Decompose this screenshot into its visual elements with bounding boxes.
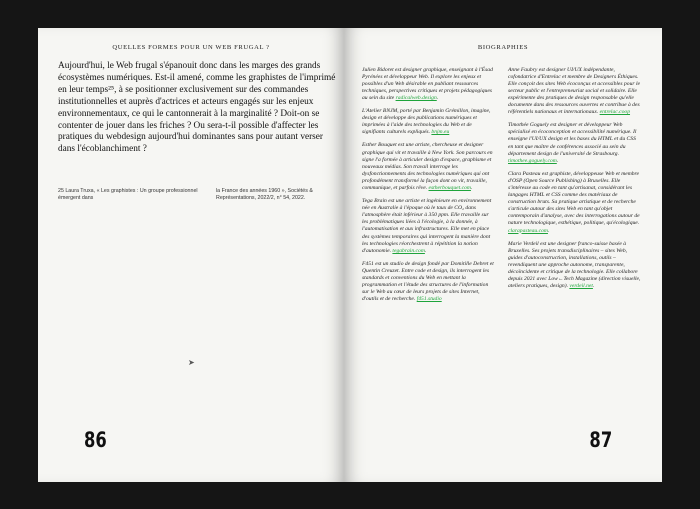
- bio-trailing: .: [436, 94, 439, 101]
- bio-entry: [362, 198, 496, 255]
- bio-text: Esther Bouquet est une artiste, chercheuse et designer graphique qui vit et travaille à New York. Son parcours en signe l'a formée à articuler design d'espace, graphisme et nouveaux médias. Son travail interroge les dysfonctionnements des technologies numériques qui ont profondément transformé la façon dont on vit, travaille, communique, et parfois rêve.: [362, 142, 493, 191]
- bio-trailing: .: [424, 247, 427, 254]
- bio-text: Timothée Goguely est designer et développeur Web spécialisé en écoconception et accessibilité numérique. Il enseigne l'UI/UX design et les bases du HTML et du CSS en tant que maître de conférences associé au sein du département design de l'université de Strasbourg.: [508, 122, 637, 157]
- bio-entry: [508, 67, 642, 117]
- running-head-left: QUELLES FORMES POUR UN WEB FRUGAL ?: [112, 44, 270, 51]
- bio-text: Julien Bidoret est designer graphique, enseignant à l'Ésad Pyrénées et développeur Web. Il explore les enjeux et possibles d'un Web désirable en publiant ressources techniques, perspectives critiques et projets pédagogiques au sein du site: [362, 66, 493, 101]
- bio-entry: [362, 108, 496, 136]
- bio-link[interactable]: estherbouquet.com: [428, 185, 471, 191]
- body-paragraph: [58, 61, 336, 156]
- bio-text: F451 est un studio de design fondé par Domitille Debret et Quentin Creuzet. Entre code et design, ils interrogent les standards et conventions du Web en mettant la programmation et l'étude des structures de l'information sur le Web au cœur de leurs projets de sites Internet, d'outils et de recherche.: [362, 260, 494, 303]
- bio-entry: [508, 171, 642, 235]
- bio-link[interactable]: entrelac.coop: [599, 109, 631, 116]
- bio-link[interactable]: f451.studio: [416, 296, 442, 303]
- bio-entry: [362, 67, 496, 102]
- page-number-left: 86: [84, 428, 107, 452]
- bio-text: L'Atelier BNJM, porté par Benjamin Grémillon, imagine, design et développe des publications numériques et imprimées à l'aide des technologies du Web et de signifiants culturels expliqués.: [362, 108, 491, 136]
- bio-text: Anne Faubry est designer UI/UX indépendante, cofondatrice d'Entrelac et membre de Designers Éthiques. Elle conçoit des sites Web écoconçus et accessibles pour le secteur public et l'entrepreneuriat social et solidaire. Elle expérimente des pratiques de design responsable qu'elle documente dans des ressources ouvertes et contribue à des référentiels nationaux et internationaux.: [508, 66, 640, 116]
- right-page: [344, 28, 662, 482]
- bio-link[interactable]: bnjm.eu: [431, 129, 450, 136]
- left-page: [38, 28, 344, 482]
- running-head-right: BIOGRAPHIES: [477, 44, 529, 51]
- bio-trailing: .: [592, 283, 595, 290]
- footnote: [58, 188, 336, 202]
- bio-link[interactable]: verdeil.net: [569, 283, 593, 290]
- bio-column-1: [362, 61, 496, 309]
- biography-columns: [362, 61, 648, 309]
- bio-trailing: .: [470, 185, 473, 191]
- bio-link[interactable]: tegabrain.com: [392, 247, 425, 254]
- bio-text: Tega Brain est une artiste et ingénieure en environnement née en Australie à l'époque où le taux de CO₂ dans l'atmosphère était inférieur à 350 ppm. Elle travaille sur les problématiques liées à l'écologie, à la donnée, à l'automatisation et aux infrastructures. Elle met en place des systèmes temporaires qui interrogent la manière dont les technologies réorchestrent à répétition la notion d'autonomie.: [362, 198, 492, 254]
- bio-trailing: .: [556, 157, 559, 164]
- page-number-right: 87: [589, 428, 612, 452]
- bio-text: Marie Verdeil est une designer franco-suisse basée à Bruxelles. Ses projets transdisciplinaires – sites Web, guides d'autoconstruction, installations, outils – revendiquent une approche autonome, transparente, décoïncidente et critique de la technologie. Elle collabore depuis 2021 avec Low←Tech Magazine (direction visuelle, ateliers pratiques, design).: [508, 240, 641, 290]
- bio-link[interactable]: timothee.goguely.com: [508, 157, 557, 164]
- bio-entry: [508, 122, 642, 165]
- bio-link[interactable]: clarapasteau.com: [508, 227, 548, 234]
- footnote-part-b: la France des années 1960 », Sociétés & Représentations, 2022/2, n° 54, 2022.: [216, 188, 313, 201]
- bio-entry: [508, 241, 642, 291]
- bio-trailing: .: [547, 227, 550, 234]
- bio-link[interactable]: radicalweb.design: [395, 94, 437, 101]
- bio-entry: [362, 142, 496, 192]
- paragraph-text: Aujourd'hui, le Web frugal s'épanouit donc dans les marges des grands écosystèmes numériques. Est-il amené, comme les graphistes de l'imprimé en leur temps²⁵, à se positionner exclusivement sur des commandes institutionnelles et auprès d'actrices et acteurs engagés sur les enjeux environnementaux, ce qui le cantonnerait à la marginalité ? Doit-on se contenter de jouer dans les friches ? Ou sera-t-il possible d'affecter les pratiques du webdesign aujourd'hui dominantes sans pour autant verser dans l'écoblanchiment ?: [58, 61, 336, 155]
- bio-column-2: [508, 61, 642, 309]
- bio-text: Clara Pasteau est graphiste, développeuse Web et membre d'OSP (Open Source Publishing) à Bruxelles. Elle s'intéresse au code en tant qu'artisanat, considérant les langages HTML et CSS comme des matériaux de construction bruts. Sa pratique artistique et de recherche s'articule autour des sites Web en tant qu'objet contemporain d'analyse, avec des interrogations autour de nature technologique, esthétique, politique, qu'écologique.: [508, 170, 640, 227]
- cursor-arrow-icon: ➤: [188, 358, 195, 367]
- book-spread: [38, 28, 662, 482]
- footnote-part-a: 25 Laura Truxa, « Les graphistes : Un groupe professionnel émergent dans: [58, 188, 198, 201]
- bio-entry: [362, 261, 496, 304]
